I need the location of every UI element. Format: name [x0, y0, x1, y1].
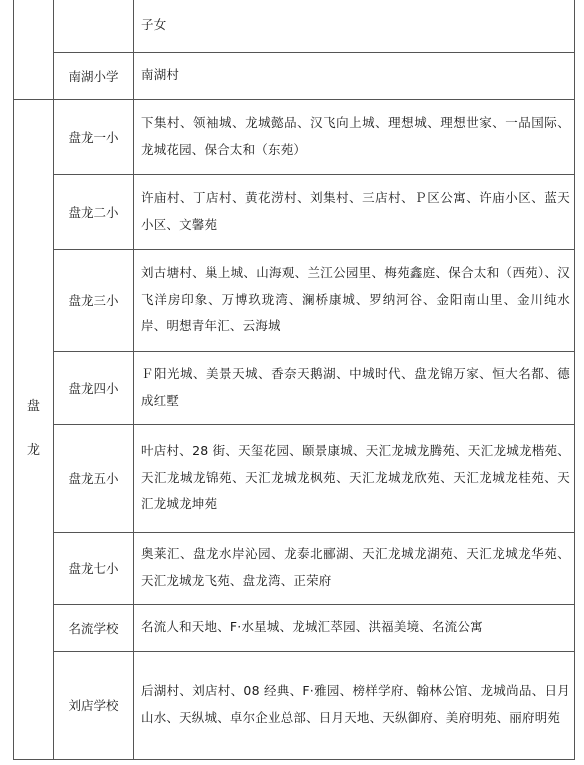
- table-row: [14, 99, 575, 174]
- area-cell: 子女: [134, 0, 575, 52]
- school-cell: [54, 0, 134, 52]
- table-row: [14, 604, 575, 651]
- area-cell: Ｆ阳光城、美景天城、香奈天鹅湖、中城时代、盘龙锦万家、恒大名都、德成红墅: [134, 351, 575, 424]
- district-cell: [14, 99, 54, 759]
- table-row: [14, 174, 575, 249]
- table-row: [14, 0, 575, 52]
- district-char-1: 盘: [26, 399, 40, 414]
- school-cell: 盘龙二小: [54, 174, 134, 249]
- school-cell: 盘龙七小: [54, 532, 134, 604]
- school-cell: 盘龙三小: [54, 249, 134, 351]
- area-cell: 后湖村、刘店村、08 经典、F·雅园、榜样学府、翰林公馆、龙城尚品、日月山水、天纵城、卓尔企业总部、日月天地、天纵御府、美府明苑、丽府明苑: [134, 651, 575, 759]
- table-row: [14, 52, 575, 99]
- district-char-2: 龙: [26, 443, 40, 458]
- school-cell: 盘龙一小: [54, 99, 134, 174]
- table-row: [14, 351, 575, 424]
- area-cell: 名流人和天地、F·水星城、龙城汇萃园、洪福美境、名流公寓: [134, 604, 575, 651]
- table-row: [14, 532, 575, 604]
- area-cell: 许庙村、丁店村、黄花涝村、刘集村、三店村、Ｐ区公寓、许庙小区、蓝天小区、文馨苑: [134, 174, 575, 249]
- table-row: [14, 424, 575, 532]
- area-cell: 奥莱汇、盘龙水岸沁园、龙泰北郦湖、天汇龙城龙湖苑、天汇龙城龙华苑、天汇龙城龙飞苑、盘龙湾、正荣府: [134, 532, 575, 604]
- table-row: [14, 651, 575, 759]
- area-cell: 南湖村: [134, 52, 575, 99]
- school-cell: 盘龙五小: [54, 424, 134, 532]
- area-cell: 刘古塘村、巢上城、山海观、兰江公园里、梅苑鑫庭、保合太和（西苑）、汉飞洋房印象、万博玖珑湾、澜桥康城、罗纳河谷、金阳南山里、金川纯水岸、明想青年汇、云海城: [134, 249, 575, 351]
- school-cell: 刘店学校: [54, 651, 134, 759]
- school-cell: 名流学校: [54, 604, 134, 651]
- district-cell: [14, 0, 54, 99]
- table-row: [14, 249, 575, 351]
- school-cell: 南湖小学: [54, 52, 134, 99]
- school-district-table: [13, 0, 575, 760]
- area-cell: 叶店村、28 街、天玺花园、颐景康城、天汇龙城龙腾苑、天汇龙城龙楷苑、天汇龙城龙锦苑、天汇龙城龙枫苑、天汇龙城龙欣苑、天汇龙城龙桂苑、天汇龙城龙坤苑: [134, 424, 575, 532]
- school-cell: 盘龙四小: [54, 351, 134, 424]
- area-cell: 下集村、领袖城、龙城懿品、汉飞向上城、理想城、理想世家、一品国际、龙城花园、保合太和（东苑）: [134, 99, 575, 174]
